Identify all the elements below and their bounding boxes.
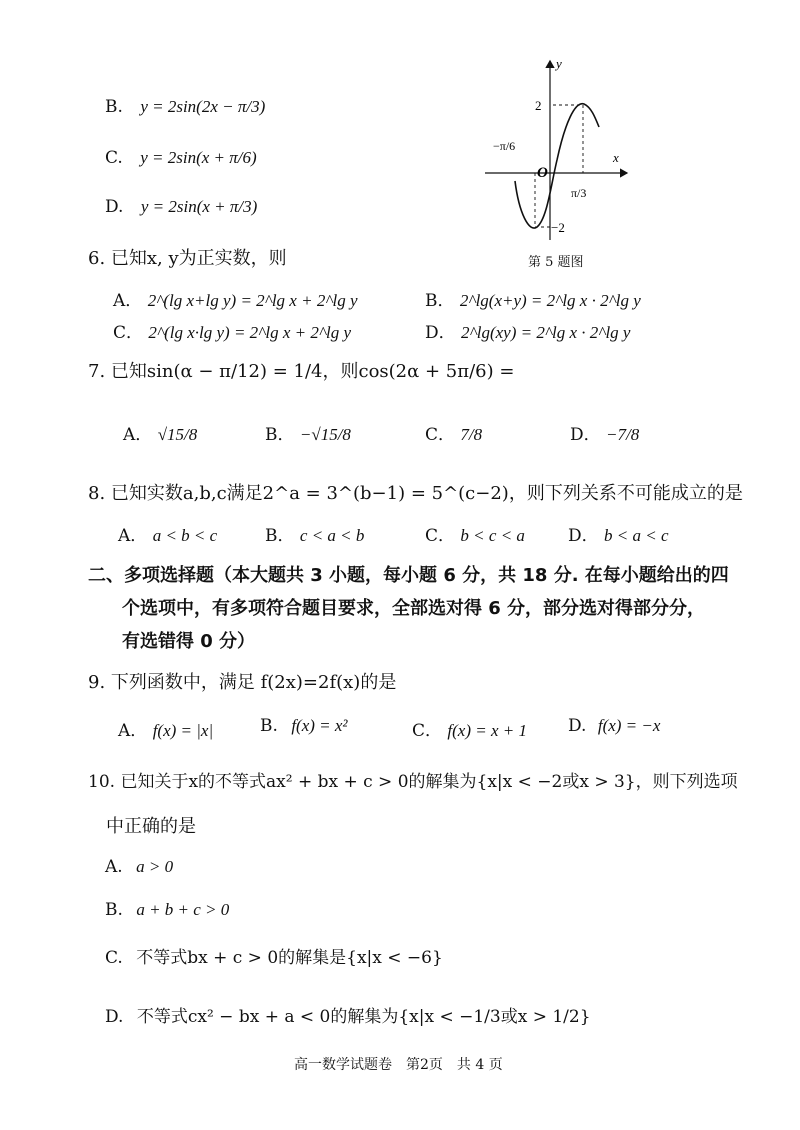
q8-option-a <box>118 521 217 546</box>
option-letter: D． <box>570 425 601 445</box>
q7-option-b <box>265 420 351 445</box>
neg-pi-sixth-label: −π/6 <box>493 139 516 153</box>
section2-line1: 二、多项选择题（本大题共 3 小题，每小题 6 分，共 18 分. 在每小题给出的四 <box>88 565 729 586</box>
x-axis-label: x <box>613 150 619 165</box>
option-letter: A． <box>123 425 153 445</box>
q8-option-d <box>568 521 669 546</box>
option-text: c < a < b <box>299 526 365 545</box>
q9-option-d <box>568 716 660 736</box>
option-text: f(x) = x² <box>291 716 348 735</box>
q9-option-b <box>260 716 348 736</box>
option-letter: C. <box>105 148 123 168</box>
option-text: 不等式cx² − bx + a < 0的解集为{x|x < −1/3或x > 1/2} <box>136 1007 591 1027</box>
pi-third-label: π/3 <box>571 186 587 200</box>
q5-graph-figure <box>485 55 635 245</box>
max-label: 2 <box>535 98 542 113</box>
q10-stem-line2: 中正确的是 <box>106 816 196 837</box>
option-text: −7/8 <box>606 425 640 444</box>
option-text: f(x) = −x <box>597 716 661 735</box>
q6-option-a <box>113 286 358 311</box>
option-text: y = 2sin(x + π/6) <box>140 148 257 167</box>
option-letter: A． <box>118 721 148 741</box>
q10-option-b <box>105 900 229 920</box>
option-text: √15/8 <box>157 425 198 444</box>
q9-option-a <box>118 716 213 741</box>
q10-option-c <box>105 943 443 968</box>
option-text: a > 0 <box>136 857 174 876</box>
option-letter: C． <box>113 323 144 343</box>
section2-line2: 个选项中，有多项符合题目要求，全部选对得 6 分，部分选对得部分分， <box>122 598 706 619</box>
option-text: f(x) = x + 1 <box>447 721 528 740</box>
q7-option-a <box>123 420 197 445</box>
q8-option-c <box>425 521 525 546</box>
option-letter: D. <box>568 716 587 736</box>
y-axis-label: y <box>556 56 562 71</box>
q9-option-c <box>412 716 527 741</box>
option-text: 7/8 <box>460 425 483 444</box>
q7-option-c <box>425 420 482 445</box>
option-text: 2^(lg x+lg y) = 2^lg x + 2^lg y <box>147 291 358 310</box>
option-letter: A． <box>118 526 148 546</box>
option-text: 2^lg(x+y) = 2^lg x · 2^lg y <box>459 291 641 310</box>
q6-option-c <box>113 318 351 343</box>
q6-option-b <box>425 286 641 311</box>
q6-stem: 6. 已知x, y为正实数，则 <box>88 248 287 269</box>
option-letter: D. <box>105 197 124 217</box>
q10-option-d <box>105 1002 591 1027</box>
option-text: 2^(lg x·lg y) = 2^lg x + 2^lg y <box>148 323 352 342</box>
option-letter: B. <box>260 716 278 736</box>
min-label: −2 <box>551 220 565 235</box>
option-text: y = 2sin(2x − π/3) <box>140 97 266 116</box>
option-text: y = 2sin(x + π/3) <box>140 197 258 216</box>
origin-label: O <box>537 165 548 181</box>
option-text: −√15/8 <box>299 425 351 444</box>
q6-option-d <box>425 318 630 343</box>
q5-option-c <box>105 148 257 168</box>
option-text: b < a < c <box>604 526 669 545</box>
q10-stem-line1: 10. 已知关于x的不等式ax² + bx + c > 0的解集为{x|x < −2或x > 3}，则下列选项 <box>88 772 738 792</box>
option-letter: D． <box>568 526 599 546</box>
option-letter: B． <box>425 291 455 311</box>
q9-stem: 9. 下列函数中，满足 f(2x)=2f(x)的是 <box>88 672 397 693</box>
option-letter: D． <box>425 323 456 343</box>
page-footer: 高一数学试题卷 第2页 共 4 页 <box>294 1057 503 1073</box>
q8-option-b <box>265 521 364 546</box>
q5-option-d <box>105 197 257 217</box>
q10-option-a <box>105 857 173 877</box>
option-letter: A. <box>105 857 123 877</box>
option-letter: B． <box>265 526 295 546</box>
q7-stem: 7. 已知sin(α − π/12) = 1/4，则cos(2α + 5π/6) = <box>88 361 515 382</box>
option-text: 2^lg(xy) = 2^lg x · 2^lg y <box>461 323 631 342</box>
section2-line3: 有选错得 0 分） <box>122 631 256 652</box>
option-text: 不等式bx + c > 0的解集是{x|x < −6} <box>136 948 443 968</box>
option-letter: A． <box>113 291 143 311</box>
option-letter: C． <box>412 721 443 741</box>
option-text: a + b + c > 0 <box>136 900 230 919</box>
option-letter: B. <box>105 900 123 920</box>
option-text: b < c < a <box>460 526 525 545</box>
figure-caption: 第 5 题图 <box>528 255 584 270</box>
option-letter: C. <box>105 948 123 968</box>
option-letter: B. <box>105 97 123 117</box>
sine-curve <box>515 104 599 228</box>
option-text: f(x) = |x| <box>152 721 214 740</box>
option-letter: D. <box>105 1007 124 1027</box>
option-letter: C． <box>425 425 456 445</box>
q5-option-b <box>105 97 265 117</box>
option-letter: B． <box>265 425 295 445</box>
q8-stem: 8. 已知实数a,b,c满足2^a = 3^(b−1) = 5^(c−2)，则下列关系不可能成立的是 <box>88 483 743 504</box>
option-letter: C． <box>425 526 456 546</box>
option-text: a < b < c <box>152 526 218 545</box>
q7-option-d <box>570 420 639 445</box>
